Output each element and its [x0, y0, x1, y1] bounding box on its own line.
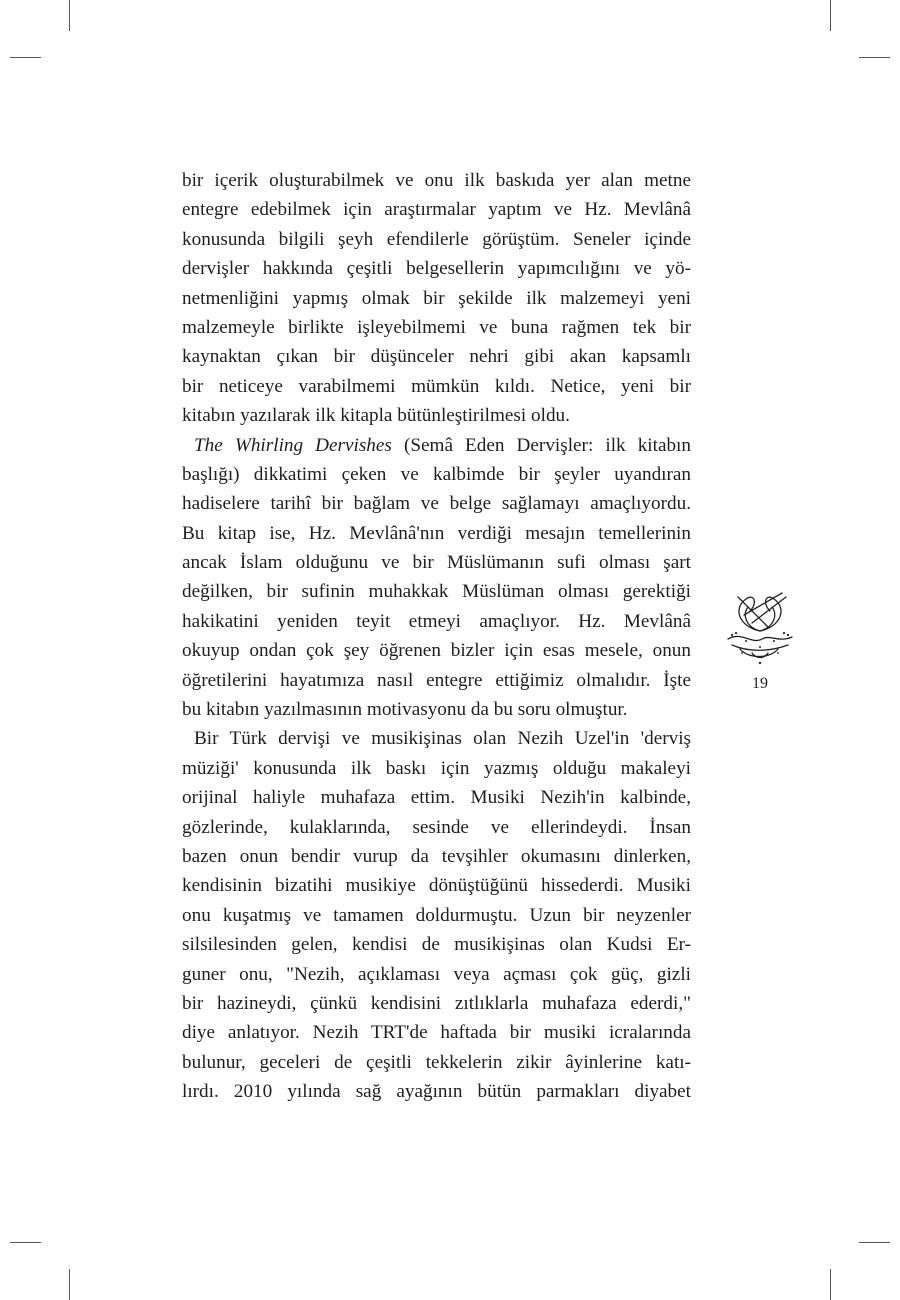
text-line: bu kitabın yazılmasının motivasyonu da bu soru olmuştur.: [182, 699, 628, 721]
text-line: bir hazineydi, çünkü kendisini zıtlıklarla muhafaza ederdi,": [182, 992, 691, 1014]
text-line: entegre edebilmek için araştırmalar yaptım ve Hz. Mevlânâ: [182, 199, 691, 221]
text-line: bazen onun bendir vurup da tevşihler okumasını dinlerken,: [182, 845, 691, 867]
paragraph-first-line: [182, 431, 691, 460]
text-line: ancak İslam olduğunu ve bir Müslümanın sufi olması şart: [182, 552, 691, 574]
text-line: onu kuşatmış ve tamamen doldurmuştu. Uzun bir neyzenler: [182, 904, 691, 926]
text-line: Bu kitap ise, Hz. Mevlânâ'nın verdiği mesajın temellerinin: [182, 522, 691, 544]
text-line: diye anlatıyor. Nezih TRT'de haftada bir musiki icralarında: [182, 1022, 691, 1044]
text-line: malzemeyle birlikte işleyebilmemi ve buna rağmen tek bir: [182, 316, 691, 338]
text-line: dervişler hakkında çeşitli belgesellerin yapımcılığını ve yö-: [182, 258, 691, 280]
paragraph-first-line: Bir Türk dervişi ve musikişinas olan Nezih Uzel'in 'derviş: [194, 728, 691, 750]
book-title: The Whirling Dervishes: [194, 434, 392, 456]
text-line: lırdı. 2010 yılında sağ ayağının bütün parmakları diyabet: [182, 1081, 691, 1103]
text-line: bir içerik oluşturabilmek ve onu ilk baskıda yer alan metne: [182, 170, 691, 191]
text-line: kendisinin bizatihi musikiye dönüştüğünü hissederdi. Musiki: [182, 875, 691, 897]
text-line: silsilesinden gelen, kendisi de musikişinas olan Kudsi Er-: [182, 934, 691, 956]
crop-mark: [69, 1269, 70, 1300]
text-line: öğretilerini hayatımıza nasıl entegre ettiğimiz olmalıdır. İşte: [182, 669, 691, 691]
text-line: konusunda bilgili şeyh efendilerle görüştüm. Seneler içinde: [182, 228, 691, 250]
calligraphic-tughra-ornament-icon: [722, 587, 798, 675]
text-line: kitabın yazılarak ilk kitapla bütünleştirilmesi oldu.: [182, 405, 570, 427]
text-line: hakikatini yeniden teyit etmeyi amaçlıyor. Hz. Mevlânâ: [182, 610, 691, 632]
text-line: gözlerinde, kulaklarında, sesinde ve ellerindeydi. İnsan: [182, 816, 691, 838]
text-line: okuyup ondan çok şey öğrenen bizler için esas mesele, onun: [182, 640, 691, 662]
crop-mark: [859, 1242, 890, 1243]
crop-mark: [830, 1269, 831, 1300]
page-number: 19: [752, 675, 768, 692]
crop-mark: [10, 57, 41, 58]
text-line: orijinal haliyle muhafaza ettim. Musiki Nezih'in kalbinde,: [182, 787, 691, 809]
crop-mark: [859, 57, 890, 58]
text-line: hadiselere tarihî bir bağlam ve belge sağlamayı amaçlıyordu.: [182, 493, 691, 515]
text-line: kaynaktan çıkan bir düşünceler nehri gibi akan kapsamlı: [182, 346, 691, 368]
text-line: guner onu, "Nezih, açıklaması veya açması çok güç, gizli: [182, 963, 691, 985]
body-text: [182, 166, 691, 1107]
text-line: bir neticeye varabilmemi mümkün kıldı. Netice, yeni bir: [182, 375, 691, 397]
text-line: netmenliğini yapmış olmak bir şekilde ilk malzemeyi yeni: [182, 287, 691, 309]
crop-mark: [69, 0, 70, 31]
crop-mark: [830, 0, 831, 31]
text-fragment: (Semâ Eden Dervişler: ilk kitabın: [391, 434, 691, 456]
text-line: başlığı) dikkatimi çeken ve kalbimde bir şeyler uyandıran: [182, 463, 691, 485]
text-line: müziği' konusunda ilk baskı için yazmış olduğu makaleyi: [182, 757, 691, 779]
text-line: bulunur, geceleri de çeşitli tekkelerin zikir âyinlerine katı-: [182, 1051, 691, 1073]
crop-mark: [10, 1242, 41, 1243]
text-line: değilken, bir sufinin muhakkak Müslüman olması gerektiği: [182, 581, 691, 603]
